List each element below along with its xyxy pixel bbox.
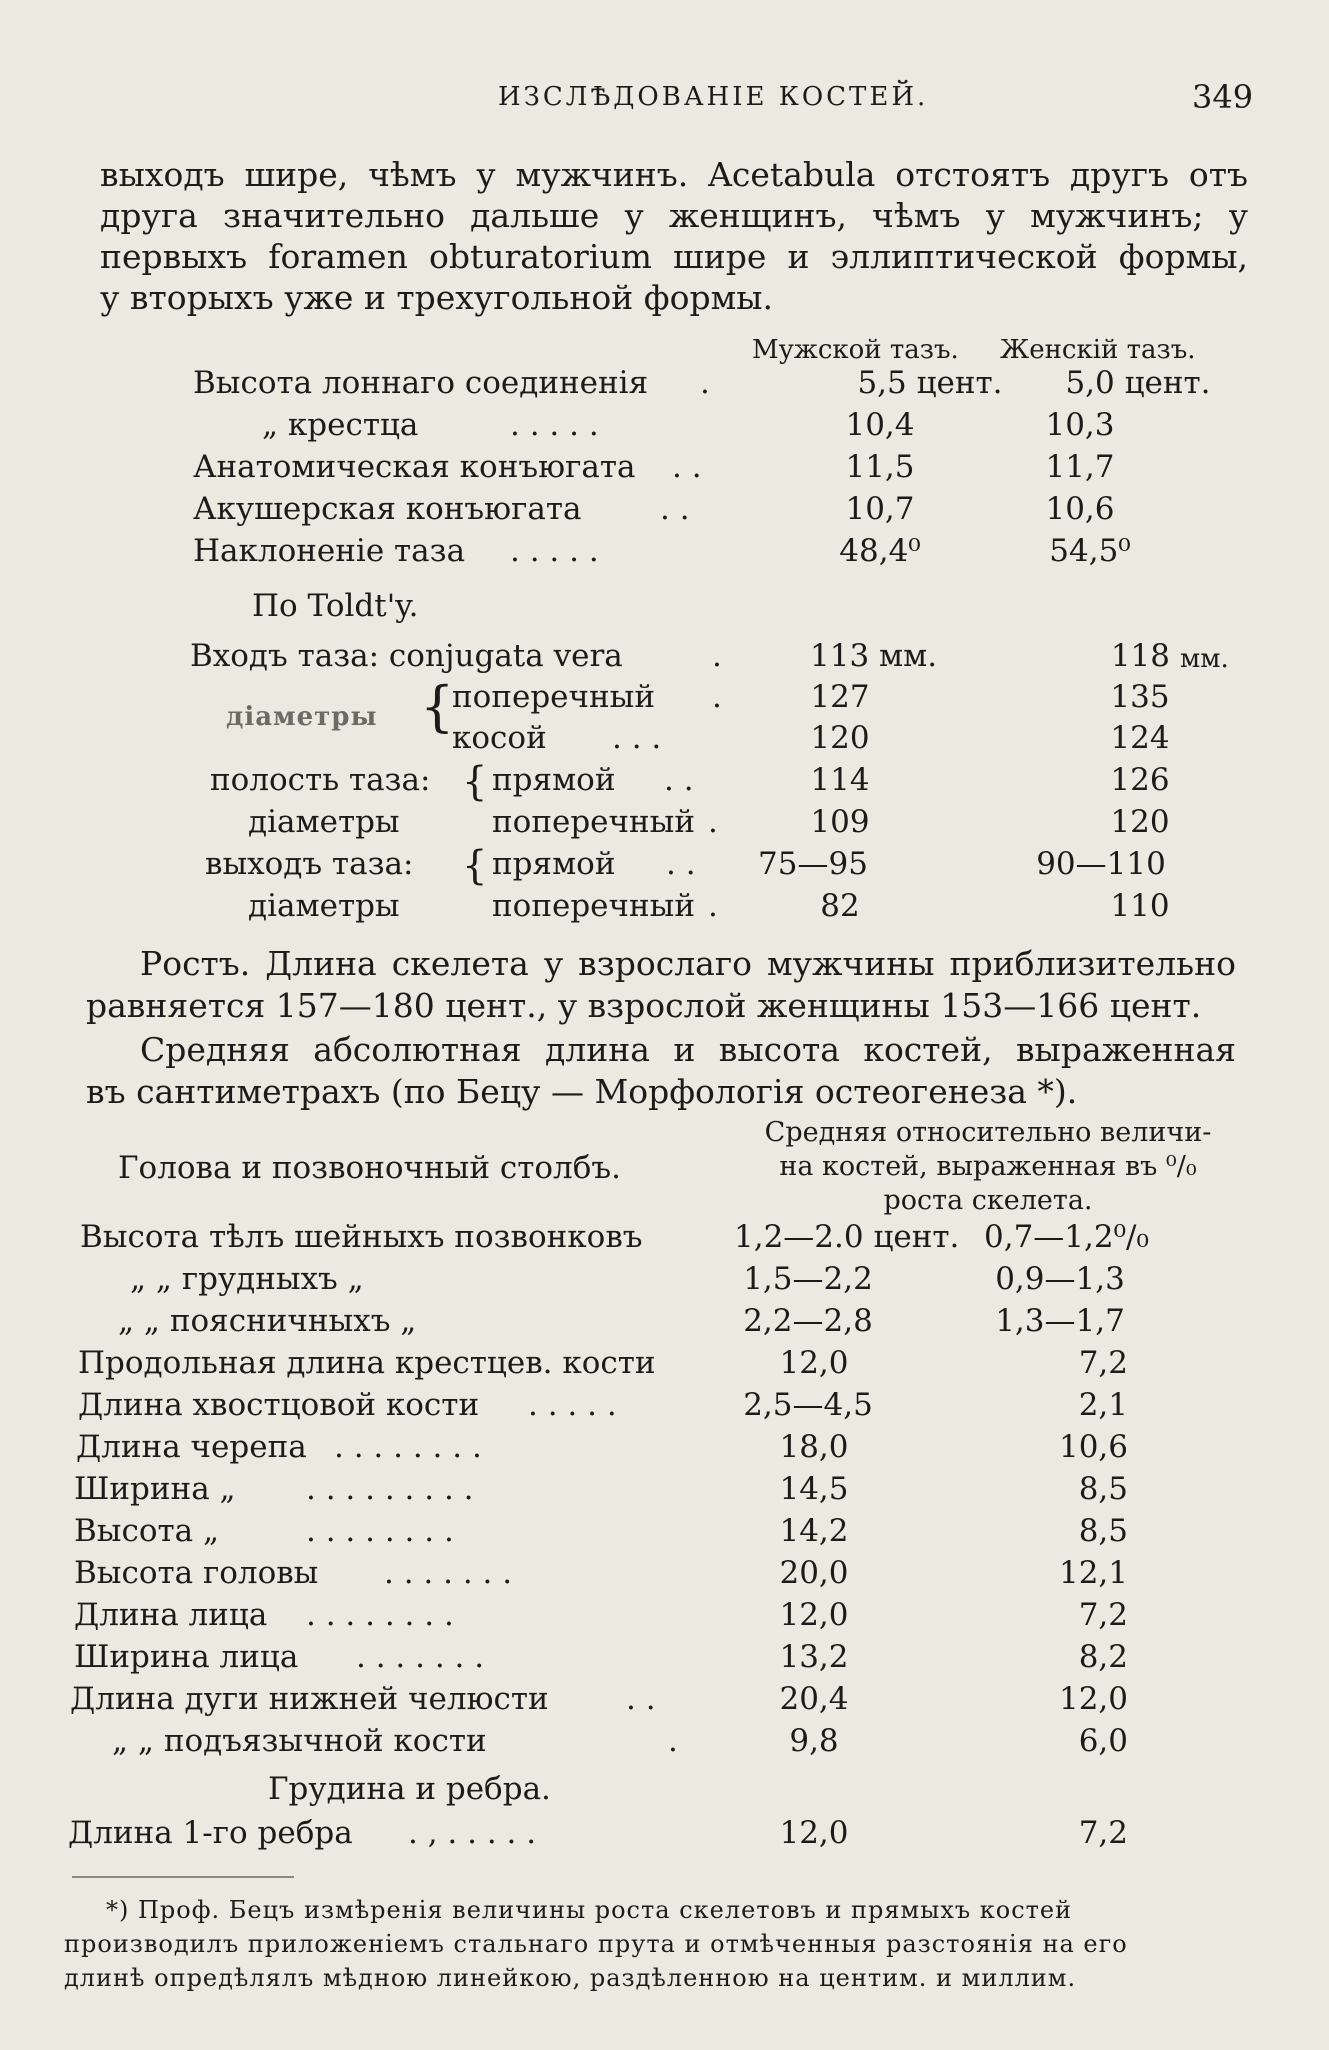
column-head-line: роста скелета. (883, 1185, 1093, 1216)
leader-dots: . . . (612, 720, 662, 756)
growth-line: равняется 157—180 цент., у взрослой женщины 153—166 цент. (86, 986, 1202, 1025)
relative-value: 0,9—1,3 (995, 1261, 1125, 1297)
male-value: 120 (810, 720, 870, 756)
leader-dots: . . (626, 1681, 656, 1717)
leader-dots: . . . . . (510, 407, 599, 443)
relative-value: 12,0 (1058, 1681, 1128, 1717)
female-value: 90—110 (1036, 846, 1166, 882)
female-value: 135 (1110, 679, 1170, 715)
relative-value: 7,2 (1078, 1345, 1128, 1381)
male-value: 75—95 (758, 846, 868, 882)
brace-left: { (462, 759, 488, 805)
row-label: полость таза: (210, 762, 431, 798)
leader-dots: . . (660, 491, 690, 527)
male-value: 82 (820, 888, 860, 924)
absolute-value: 13,2 (779, 1639, 849, 1675)
running-title: ИЗСЛѢДОВАНІЕ КОСТЕЙ. (498, 82, 929, 112)
relative-value: 7,2 (1078, 1815, 1128, 1851)
absolute-value: 12,0 (779, 1345, 849, 1381)
intro-line: друга значительно дальше у женщинъ, чѣмъ у мужчинъ; у (100, 196, 1248, 235)
row-label: „ „ подъязычной кости (112, 1723, 487, 1759)
relative-value: 0,7—1,2⁰/₀ (984, 1219, 1149, 1255)
toldt-heading: По Toldt'y. (252, 588, 419, 624)
relative-value: 6,0 (1078, 1723, 1128, 1759)
row-label: діаметры (248, 888, 400, 924)
male-value: 114 (810, 762, 870, 798)
row-sublabel: поперечный (492, 804, 696, 840)
row-sublabel: поперечный (492, 888, 696, 924)
row-label: Длина хвостцовой кости (78, 1387, 480, 1423)
section-heading: Голова и позвоночный столбъ. (118, 1150, 621, 1186)
male-value: 113 мм. (810, 638, 938, 674)
footnote-rule (72, 1876, 294, 1878)
row-label: Продольная длина крестцев. кости (78, 1345, 656, 1381)
absolute-value: 20,4 (779, 1681, 849, 1717)
leader-dots: . , . . . . . (408, 1815, 537, 1851)
intro-line: выходъ шире, чѣмъ у мужчинъ. Acetabula отстоятъ другъ отъ (100, 155, 1248, 194)
absolute-value: 2,2—2,8 (743, 1303, 873, 1339)
leader-dots: . (668, 1723, 678, 1759)
row-label: Анатомическая конъюгата (193, 449, 636, 485)
male-value: 5,5 цент. (857, 365, 1003, 401)
male-value: 48,4⁰ (839, 533, 921, 569)
footnote-line: *) Проф. Бецъ измѣренія величины роста скелетовъ и прямыхъ костей (106, 1896, 1073, 1924)
page-number: 349 (1192, 78, 1254, 116)
row-label: Высота головы (74, 1555, 319, 1591)
row-sublabel: прямой (492, 846, 616, 882)
row-label: Высота тѣлъ шейныхъ позвонковъ (80, 1219, 643, 1255)
diameters-label: діаметры (226, 702, 378, 732)
absolute-value: 1,2—2.0 цент. (734, 1219, 960, 1255)
footnote-line: длинѣ опредѣлялъ мѣдною линейкою, раздѣленною на центим. и миллим. (64, 1964, 1077, 1992)
leader-dots: . (712, 638, 722, 674)
leader-dots: . . . . . . . . (306, 1513, 454, 1549)
footnote-line: производилъ приложеніемъ стальнаго прута и отмѣченныя разстоянія на его (64, 1930, 1128, 1958)
leader-dots: . . (672, 449, 702, 485)
row-label: Акушерская конъюгата (193, 491, 582, 527)
absolute-value: 18,0 (779, 1429, 849, 1465)
row-label: „ „ грудныхъ „ (130, 1261, 364, 1297)
column-head-line: на костей, выраженная въ ⁰/₀ (779, 1151, 1197, 1182)
leader-dots: . . . . . (528, 1387, 617, 1423)
female-value: 54,5⁰ (1049, 533, 1131, 569)
leader-dots: . . . . . . . . . (306, 1471, 474, 1507)
absolute-value: 9,8 (789, 1723, 839, 1759)
relative-value: 10,6 (1058, 1429, 1128, 1465)
female-value: 5,0 цент. (1065, 365, 1211, 401)
absolute-value: 14,2 (779, 1513, 849, 1549)
row-label: Высота „ (74, 1513, 220, 1549)
female-value: 10,3 (1045, 407, 1115, 443)
leader-dots: . . . . . . . . (334, 1429, 482, 1465)
leader-dots: . . . . . . . (356, 1639, 485, 1675)
relative-value: 8,5 (1078, 1513, 1128, 1549)
relative-value: 2,1 (1078, 1387, 1128, 1423)
female-value: 126 (1110, 762, 1170, 798)
female-value: 110 (1110, 888, 1170, 924)
leader-dots: . (700, 365, 710, 401)
row-label: Высота лоннаго соединенія (193, 365, 649, 401)
male-value: 127 (810, 679, 870, 715)
row-label: косой (452, 720, 547, 756)
relative-value: 1,3—1,7 (995, 1303, 1125, 1339)
leader-dots: . . . . . (510, 533, 599, 569)
growth-line: Ростъ. Длина скелета у взрослаго мужчины приблизительно (140, 944, 1236, 983)
leader-dots: . . . . . . . (384, 1555, 513, 1591)
row-label: Длина дуги нижней челюсти (70, 1681, 549, 1717)
absolute-value: 20,0 (779, 1555, 849, 1591)
avg-intro-line: въ сантиметрахъ (по Бецу — Морфологія остеогенеза *). (86, 1072, 1078, 1111)
female-value: 118 (1110, 638, 1170, 674)
leader-dots: . . . . . . . . (306, 1597, 454, 1633)
female-value: 11,7 (1045, 449, 1115, 485)
row-label: Длина черепа (76, 1429, 307, 1465)
male-value: 10,7 (845, 491, 915, 527)
leader-dots: . . (666, 846, 696, 882)
female-value: 10,6 (1045, 491, 1115, 527)
row-sublabel: прямой (492, 762, 616, 798)
row-label: Ширина лица (74, 1639, 299, 1675)
unit-label: мм. (1180, 644, 1229, 674)
row-label: Длина лица (74, 1597, 268, 1633)
column-head-female: Женскій тазъ. (1000, 335, 1196, 365)
row-label: „ крестца (262, 407, 419, 443)
row-label: Входъ таза: conjugata vera (190, 638, 623, 674)
male-value: 109 (810, 804, 870, 840)
row-label: выходъ таза: (205, 846, 414, 882)
leader-dots: . (708, 804, 718, 840)
absolute-value: 1,5—2,2 (743, 1261, 873, 1297)
leader-dots: . (708, 888, 718, 924)
intro-line: у вторыхъ уже и трехугольной формы. (100, 278, 773, 317)
absolute-value: 12,0 (779, 1815, 849, 1851)
male-value: 11,5 (845, 449, 915, 485)
column-head-male: Мужской тазъ. (752, 335, 959, 365)
row-label: діаметры (248, 804, 400, 840)
sternum-heading: Грудина и ребра. (268, 1771, 551, 1807)
brace-left: { (420, 675, 455, 738)
avg-intro-line: Средняя абсолютная длина и высота костей, выраженная (140, 1030, 1236, 1069)
row-label: поперечный (452, 679, 656, 715)
absolute-value: 2,5—4,5 (743, 1387, 873, 1423)
relative-value: 8,5 (1078, 1471, 1128, 1507)
row-label: Длина 1-го ребра (68, 1815, 353, 1851)
relative-value: 8,2 (1078, 1639, 1128, 1675)
male-value: 10,4 (845, 407, 915, 443)
female-value: 124 (1110, 720, 1170, 756)
intro-line: первыхъ foramen obturatorium шире и эллиптической формы, (100, 237, 1248, 276)
leader-dots: . (712, 679, 722, 715)
leader-dots: . . (664, 762, 694, 798)
column-head-line: Средняя относительно величи- (764, 1117, 1212, 1148)
relative-value: 7,2 (1078, 1597, 1128, 1633)
absolute-value: 14,5 (779, 1471, 849, 1507)
row-label: „ „ поясничныхъ „ (118, 1303, 417, 1339)
absolute-value: 12,0 (779, 1597, 849, 1633)
relative-value: 12,1 (1058, 1555, 1128, 1591)
row-label: Наклоненіе таза (193, 533, 466, 569)
row-label: Ширина „ (74, 1471, 236, 1507)
brace-left: { (462, 843, 488, 889)
female-value: 120 (1110, 804, 1170, 840)
